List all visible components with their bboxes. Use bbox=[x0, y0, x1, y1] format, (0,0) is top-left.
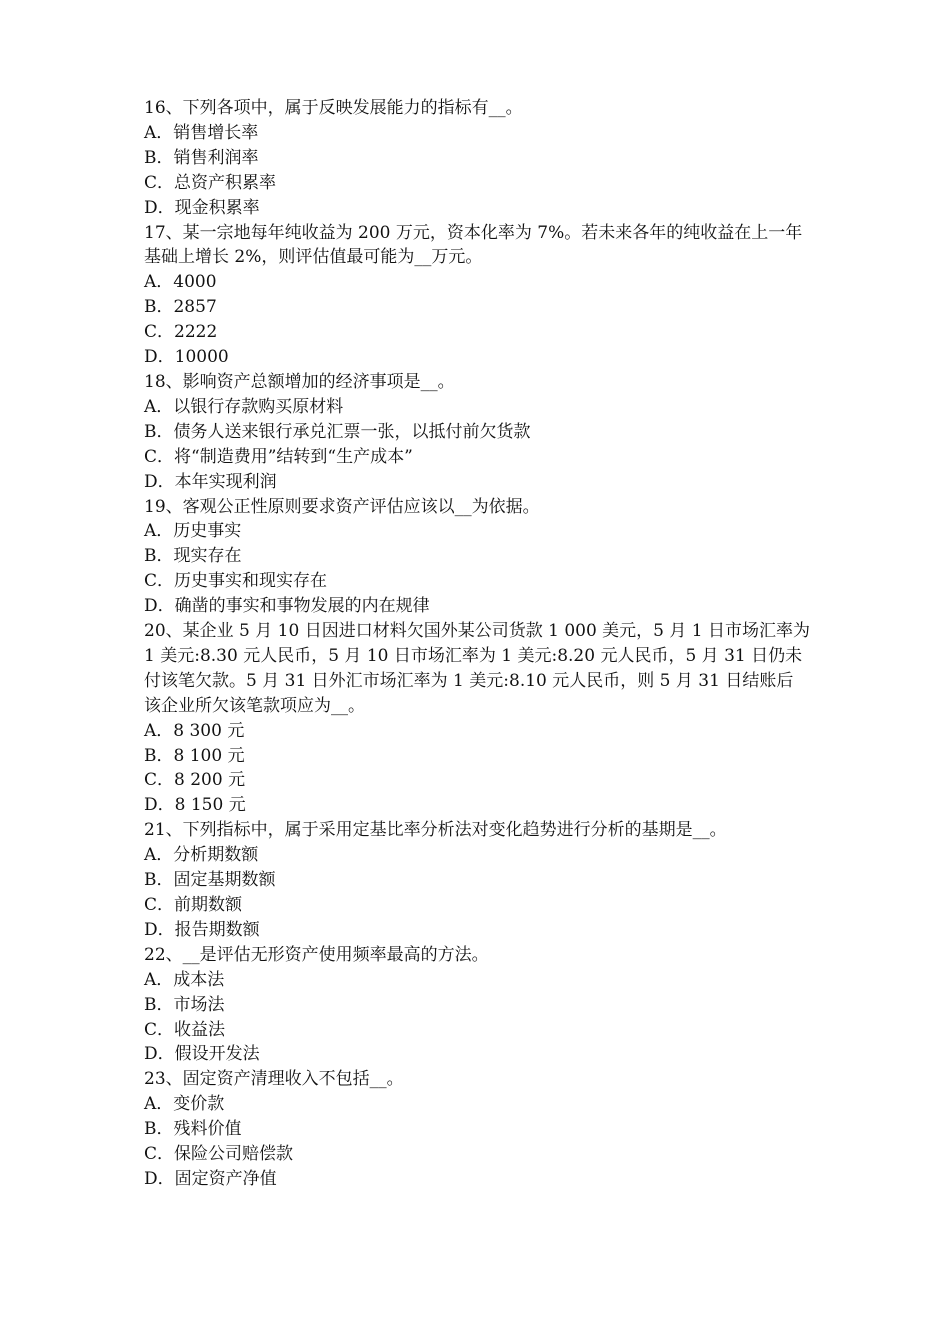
question-19 bbox=[144, 495, 810, 620]
option-c: C．8 200 元 bbox=[144, 770, 246, 791]
option-a: A．以银行存款购买原材料 bbox=[144, 396, 344, 417]
option-a: A．历史事实 bbox=[144, 521, 242, 542]
option-d: D．报告期数额 bbox=[144, 919, 260, 940]
option-d: D．现金积累率 bbox=[144, 197, 260, 218]
option-c: C．收益法 bbox=[144, 1019, 226, 1040]
option-d: D．假设开发法 bbox=[144, 1044, 260, 1065]
question-text: 20、某企业 5 月 10 日因进口材料欠国外某公司货款 1 000 美元，5 月 1 日市场汇率为 1 美元:8.30 元人民币，5 月 10 日市场汇率为 1 美元:8.20 元人民币，5 月 31 日仍未付该笔欠款。5 月 31 日外汇市场汇率为 1 美元:8.10 元人民币，则 5 月 31 日结账后该企业所欠该笔款项应为__。 bbox=[144, 621, 816, 716]
option-c: C．总资产积累率 bbox=[144, 172, 277, 193]
option-c: C．历史事实和现实存在 bbox=[144, 571, 328, 592]
question-text: 22、__是评估无形资产使用频率最高的方法。 bbox=[144, 944, 489, 965]
option-c: C．前期数额 bbox=[144, 895, 243, 915]
option-b: B．8 100 元 bbox=[144, 745, 245, 766]
question-20 bbox=[144, 619, 816, 818]
option-a: A．分析期数额 bbox=[144, 845, 259, 866]
option-a: A．8 300 元 bbox=[144, 720, 245, 741]
option-a: A．4000 bbox=[144, 272, 217, 293]
question-text: 23、固定资产清理收入不包括__。 bbox=[144, 1069, 404, 1090]
option-a: A．成本法 bbox=[144, 969, 225, 990]
question-text: 19、客观公正性原则要求资产评估应该以__为依据。 bbox=[144, 496, 540, 517]
document-page bbox=[144, 96, 816, 1192]
option-d: D．确凿的事实和事物发展的内在规律 bbox=[144, 596, 430, 617]
option-c: C．2222 bbox=[144, 322, 218, 343]
option-d: D．10000 bbox=[144, 347, 229, 368]
question-text: 17、某一宗地每年纯收益为 200 万元，资本化率为 7%。若未来各年的纯收益在上一年基础上增长 2%，则评估值最可能为__万元。 bbox=[144, 222, 803, 268]
option-c: C．将“制造费用”结转到“生产成本” bbox=[144, 446, 413, 467]
option-c: C．保险公司赔偿款 bbox=[144, 1144, 294, 1165]
question-18 bbox=[144, 370, 810, 495]
question-22 bbox=[144, 943, 810, 1068]
question-16 bbox=[144, 96, 810, 221]
question-21 bbox=[144, 818, 810, 943]
question-text: 21、下列指标中，属于采用定基比率分析法对变化趋势进行分析的基期是__。 bbox=[144, 820, 727, 841]
option-d: D．本年实现利润 bbox=[144, 471, 277, 492]
question-text: 18、影响资产总额增加的经济事项是__。 bbox=[144, 371, 455, 392]
option-b: B．债务人送来银行承兑汇票一张，以抵付前欠货款 bbox=[144, 421, 531, 442]
option-b: B．销售利润率 bbox=[144, 147, 259, 168]
option-d: D．8 150 元 bbox=[144, 795, 246, 816]
question-text: 16、下列各项中，属于反映发展能力的指标有__。 bbox=[144, 98, 523, 118]
option-b: B．固定基期数额 bbox=[144, 870, 276, 891]
option-d: D．固定资产净值 bbox=[144, 1168, 277, 1189]
option-b: B．现实存在 bbox=[144, 546, 242, 567]
option-b: B．2857 bbox=[144, 297, 217, 318]
question-17 bbox=[144, 221, 810, 370]
option-b: B．残料价值 bbox=[144, 1119, 242, 1140]
option-a: A．变价款 bbox=[144, 1094, 225, 1115]
option-b: B．市场法 bbox=[144, 994, 225, 1015]
option-a: A．销售增长率 bbox=[144, 122, 259, 143]
question-23 bbox=[144, 1067, 810, 1192]
